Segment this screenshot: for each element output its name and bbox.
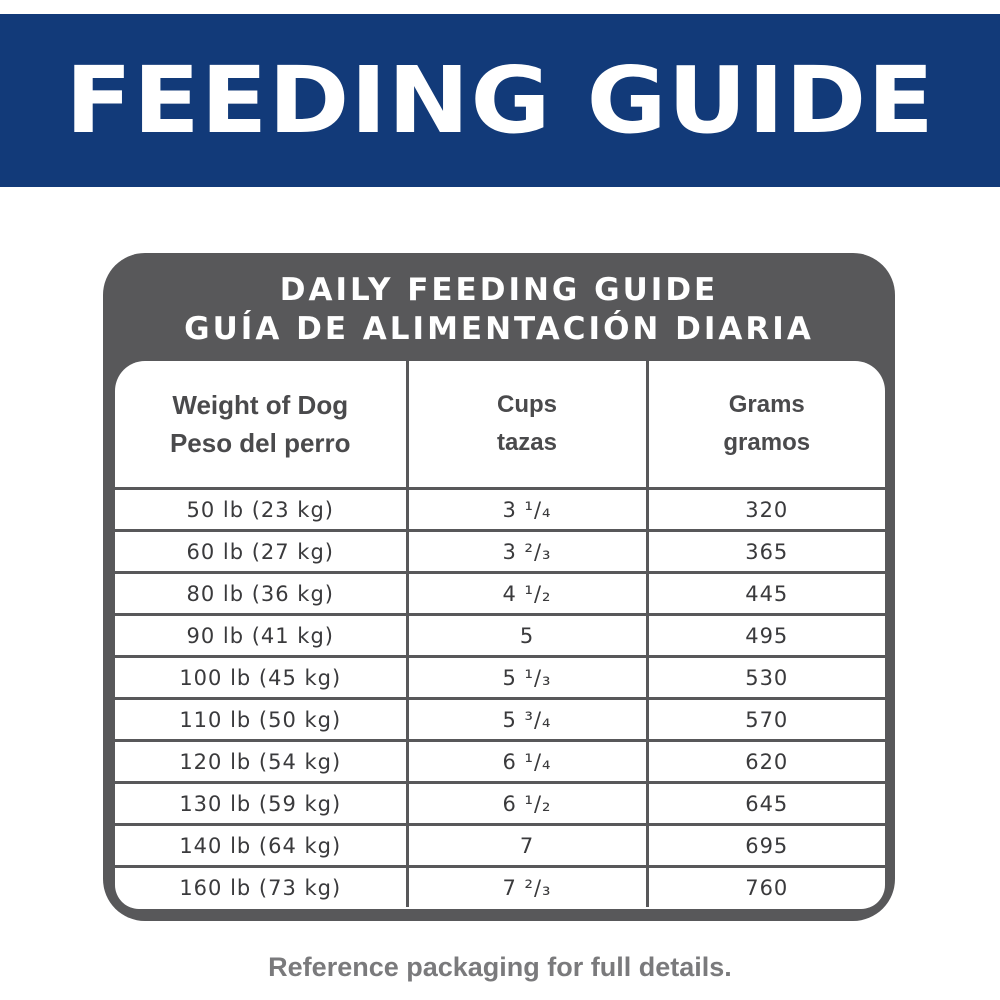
header-weight-es: Peso del perro <box>169 428 351 458</box>
table-row <box>115 531 885 573</box>
cups-cell: 7 ²/₃ <box>407 867 647 908</box>
panel-title-spanish: GUÍA DE ALIMENTACIÓN DIARIA <box>184 311 814 347</box>
cups-cell: 5 ¹/₃ <box>407 657 647 699</box>
page-title: FEEDING GUIDE <box>65 46 935 154</box>
weight-cell: 110 lb (50 kg) <box>115 699 407 741</box>
header-cups-es: tazas <box>496 429 558 456</box>
header-grams-en: Grams <box>728 391 805 418</box>
cups-cell: 6 ¹/₄ <box>407 741 647 783</box>
grams-cell: 760 <box>745 875 789 900</box>
grams-cell: 645 <box>647 783 885 825</box>
table-row <box>115 657 885 699</box>
footer-note: Reference packaging for full details. <box>268 952 732 982</box>
table-row <box>115 489 885 531</box>
grams-cell: 695 <box>647 825 885 867</box>
table-row <box>115 825 885 867</box>
feeding-table <box>115 361 885 907</box>
header-weight-en: Weight of Dog <box>172 390 349 420</box>
panel-title-english: DAILY FEEDING GUIDE <box>279 272 719 308</box>
cups-cell: 5 <box>407 615 647 657</box>
cups-cell: 3 ¹/₄ <box>407 489 647 531</box>
grams-cell: 320 <box>647 489 885 531</box>
grams-cell: 570 <box>647 699 885 741</box>
feeding-guide-panel <box>103 253 895 921</box>
table-row <box>115 615 885 657</box>
cups-cell: 7 <box>407 825 647 867</box>
table-row <box>115 573 885 615</box>
grams-cell: 530 <box>647 657 885 699</box>
weight-cell: 100 lb (45 kg) <box>115 657 407 699</box>
weight-cell: 50 lb (23 kg) <box>115 489 407 531</box>
header-grams-es: gramos <box>723 429 811 456</box>
grams-cell: 620 <box>647 741 885 783</box>
cups-cell: 4 ¹/₂ <box>407 573 647 615</box>
cups-cell: 3 ²/₃ <box>407 531 647 573</box>
feeding-table-container <box>115 361 885 909</box>
table-row <box>115 867 885 908</box>
grams-cell: 445 <box>647 573 885 615</box>
grams-cell: 495 <box>647 615 885 657</box>
header-weight <box>115 361 407 489</box>
weight-cell: 90 lb (41 kg) <box>115 615 407 657</box>
cups-cell: 6 ¹/₂ <box>407 783 647 825</box>
weight-cell: 60 lb (27 kg) <box>115 531 407 573</box>
panel-heading <box>103 271 895 349</box>
weight-cell: 120 lb (54 kg) <box>115 741 407 783</box>
header-grams <box>647 361 885 489</box>
header-cups-en: Cups <box>497 391 557 418</box>
weight-cell: 160 lb (73 kg) <box>115 867 407 908</box>
weight-cell: 130 lb (59 kg) <box>115 783 407 825</box>
table-row <box>115 783 885 825</box>
grams-cell: 365 <box>647 531 885 573</box>
table-header-row <box>115 361 885 489</box>
cups-cell: 5 ³/₄ <box>407 699 647 741</box>
header-cups <box>407 361 647 489</box>
weight-cell: 80 lb (36 kg) <box>115 573 407 615</box>
header-banner <box>0 14 1000 187</box>
weight-cell: 140 lb (64 kg) <box>115 825 407 867</box>
table-row <box>115 699 885 741</box>
table-row <box>115 741 885 783</box>
